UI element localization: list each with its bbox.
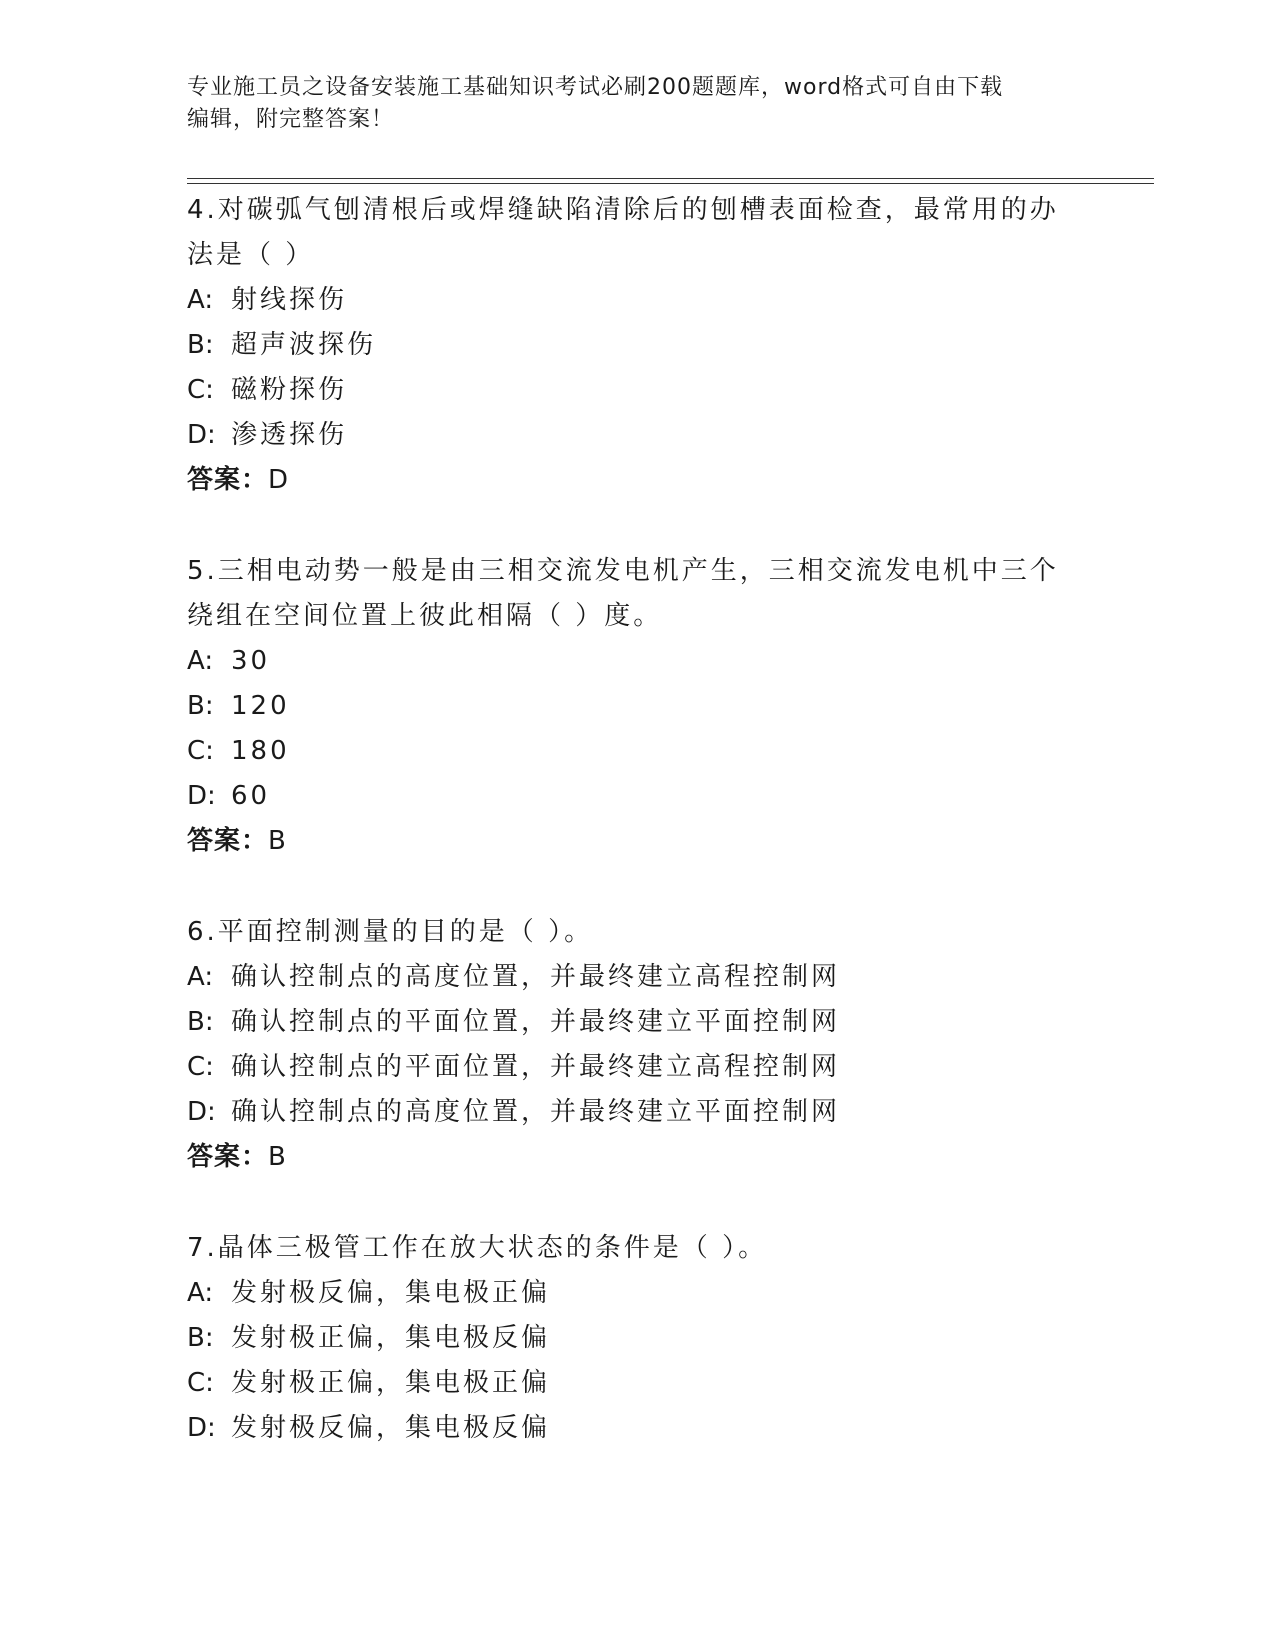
option-a xyxy=(187,955,1067,1000)
option-letter: A: xyxy=(187,962,214,992)
option-text: 射线探伤 xyxy=(231,285,348,315)
question-7 xyxy=(187,1226,1067,1451)
option-text: 发射极正偏，集电极反偏 xyxy=(231,1323,551,1353)
question-list xyxy=(187,188,1067,1451)
option-letter: C: xyxy=(187,375,214,405)
question-stem-continued: 法是（ ） xyxy=(187,240,315,270)
answer-value: D xyxy=(268,465,290,495)
option-text: 发射极正偏，集电极正偏 xyxy=(231,1368,551,1398)
question-stem: 7.晶体三极管工作在放大状态的条件是（ ）。 xyxy=(187,1233,768,1263)
question-stem: 6.平面控制测量的目的是（ ）。 xyxy=(187,917,594,947)
option-c xyxy=(187,729,1067,774)
option-d xyxy=(187,1406,1067,1451)
option-text: 30 xyxy=(231,646,271,676)
option-letter: C: xyxy=(187,1052,214,1082)
question-5 xyxy=(187,549,1067,864)
option-c xyxy=(187,1361,1067,1406)
option-letter: B: xyxy=(187,1007,214,1037)
question-spacer xyxy=(187,1180,1067,1226)
option-letter: B: xyxy=(187,691,214,721)
option-letter: A: xyxy=(187,285,214,315)
answer-line xyxy=(187,458,1067,503)
option-text: 确认控制点的平面位置，并最终建立高程控制网 xyxy=(231,1052,841,1082)
option-text: 确认控制点的高度位置，并最终建立高程控制网 xyxy=(231,962,841,992)
document-header xyxy=(187,72,1087,136)
option-text: 确认控制点的高度位置，并最终建立平面控制网 xyxy=(231,1097,841,1127)
option-letter: A: xyxy=(187,646,214,676)
option-text: 60 xyxy=(231,781,271,811)
question-stem: 5.三相电动势一般是由三相交流发电机产生，三相交流发电机中三个 xyxy=(187,556,1059,586)
option-text: 确认控制点的平面位置，并最终建立平面控制网 xyxy=(231,1007,841,1037)
option-text: 120 xyxy=(231,691,290,721)
option-letter: D: xyxy=(187,781,216,811)
answer-label: 答案： xyxy=(187,465,269,495)
option-a xyxy=(187,1271,1067,1316)
option-c xyxy=(187,1045,1067,1090)
option-letter: C: xyxy=(187,736,214,766)
option-text: 发射极反偏，集电极正偏 xyxy=(231,1278,551,1308)
question-stem-continued: 绕组在空间位置上彼此相隔（ ）度。 xyxy=(187,601,663,631)
option-letter: D: xyxy=(187,420,216,450)
answer-value: B xyxy=(268,826,287,856)
option-letter: A: xyxy=(187,1278,214,1308)
option-b xyxy=(187,1316,1067,1361)
answer-label: 答案： xyxy=(187,1142,269,1172)
answer-line xyxy=(187,1135,1067,1180)
question-stem: 4.对碳弧气刨清根后或焊缝缺陷清除后的刨槽表面检查，最常用的办 xyxy=(187,195,1059,225)
option-c xyxy=(187,368,1067,413)
answer-line xyxy=(187,819,1067,864)
option-text: 磁粉探伤 xyxy=(231,375,348,405)
option-a xyxy=(187,278,1067,323)
question-4 xyxy=(187,188,1067,503)
option-letter: B: xyxy=(187,330,214,360)
option-a xyxy=(187,639,1067,684)
question-spacer xyxy=(187,864,1067,910)
answer-label: 答案： xyxy=(187,826,269,856)
option-text: 渗透探伤 xyxy=(231,420,348,450)
header-title-line-1: 专业施工员之设备安装施工基础知识考试必刷200题题库，word格式可自由下载 xyxy=(187,75,1004,100)
answer-value: B xyxy=(268,1142,287,1172)
option-text: 180 xyxy=(231,736,290,766)
option-d xyxy=(187,413,1067,458)
question-6 xyxy=(187,910,1067,1180)
header-divider-top xyxy=(187,178,1154,179)
option-letter: D: xyxy=(187,1413,216,1443)
option-text: 超声波探伤 xyxy=(231,330,377,360)
option-d xyxy=(187,774,1067,819)
option-b xyxy=(187,684,1067,729)
option-text: 发射极反偏，集电极反偏 xyxy=(231,1413,551,1443)
option-letter: C: xyxy=(187,1368,214,1398)
question-spacer xyxy=(187,503,1067,549)
header-divider-bottom xyxy=(187,183,1154,184)
option-letter: D: xyxy=(187,1097,216,1127)
option-letter: B: xyxy=(187,1323,214,1353)
option-b xyxy=(187,323,1067,368)
header-title-line-2: 编辑，附完整答案！ xyxy=(187,107,395,132)
option-b xyxy=(187,1000,1067,1045)
option-d xyxy=(187,1090,1067,1135)
